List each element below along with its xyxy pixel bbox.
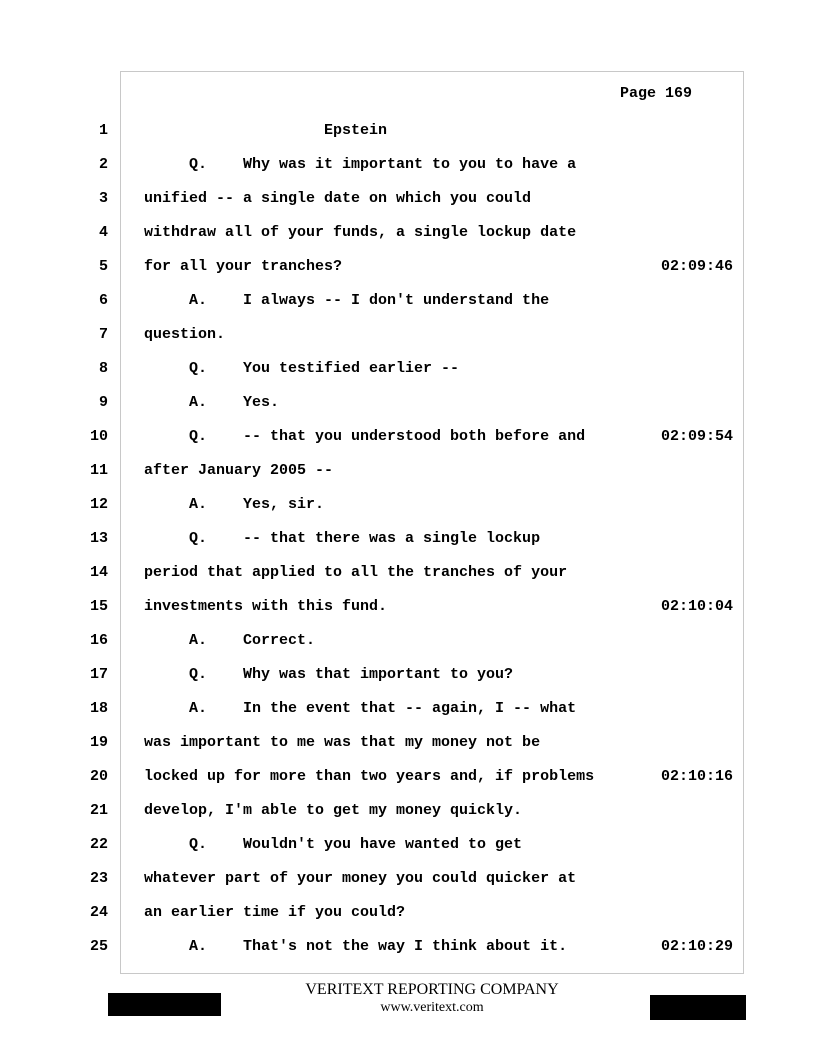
page-number: Page 169: [620, 85, 693, 102]
line-number: 2: [98, 156, 108, 173]
line-text: unified -- a single date on which you could: [144, 190, 532, 207]
line-text: A. In the event that -- again, I -- what: [144, 700, 577, 717]
line-number: 5: [98, 258, 108, 275]
line-number: 18: [89, 700, 108, 717]
transcript-line: [0, 529, 816, 549]
line-number: 21: [89, 802, 108, 819]
transcript-line: [0, 359, 816, 379]
line-number: 3: [98, 190, 108, 207]
transcript-line: [0, 631, 816, 651]
line-text: develop, I'm able to get my money quickly.: [144, 802, 523, 819]
footer-website: www.veritext.com: [380, 1000, 484, 1015]
line-number: 1: [98, 122, 108, 139]
line-text: locked up for more than two years and, if problems: [144, 768, 595, 785]
redaction-block-left: [108, 993, 221, 1016]
line-text: an earlier time if you could?: [144, 904, 406, 921]
timestamp: 02:10:29: [661, 938, 734, 955]
line-number: 17: [89, 666, 108, 683]
transcript-line: [0, 155, 816, 175]
transcript-line: [0, 189, 816, 209]
line-number: 23: [89, 870, 108, 887]
redaction-block-right: [650, 995, 746, 1020]
line-text: A. Correct.: [144, 632, 316, 649]
timestamp: 02:09:54: [661, 428, 734, 445]
footer-company: VERITEXT REPORTING COMPANY: [305, 981, 559, 998]
transcript-line: [0, 665, 816, 685]
line-text: A. Yes, sir.: [144, 496, 325, 513]
line-number: 13: [89, 530, 108, 547]
transcript-line: [0, 121, 816, 141]
line-number: 9: [98, 394, 108, 411]
line-number: 19: [89, 734, 108, 751]
footer: [258, 980, 606, 1017]
timestamp: 02:09:46: [661, 258, 734, 275]
transcript-line: [0, 869, 816, 889]
line-text: period that applied to all the tranches of your: [144, 564, 568, 581]
line-text: Q. Wouldn't you have wanted to get: [144, 836, 523, 853]
line-number: 15: [89, 598, 108, 615]
line-text: for all your tranches?: [144, 258, 343, 275]
transcript-line: [0, 223, 816, 243]
line-text: withdraw all of your funds, a single lockup date: [144, 224, 577, 241]
transcript-line: [0, 801, 816, 821]
line-number: 20: [89, 768, 108, 785]
line-text: A. I always -- I don't understand the: [144, 292, 550, 309]
line-number: 25: [89, 938, 108, 955]
transcript-line: [0, 461, 816, 481]
line-text: Q. Why was it important to you to have a: [144, 156, 577, 173]
line-number: 7: [98, 326, 108, 343]
line-text: whatever part of your money you could quicker at: [144, 870, 577, 887]
transcript-line: [0, 903, 816, 923]
transcript-line: [0, 937, 816, 957]
line-text: Q. Why was that important to you?: [144, 666, 514, 683]
line-number: 10: [89, 428, 108, 445]
transcript-line: [0, 563, 816, 583]
line-number: 12: [89, 496, 108, 513]
line-text: Q. You testified earlier --: [144, 360, 460, 377]
line-number: 6: [98, 292, 108, 309]
transcript-line: [0, 257, 816, 277]
line-text: A. That's not the way I think about it.: [144, 938, 568, 955]
line-text: question.: [144, 326, 226, 343]
transcript-line: [0, 733, 816, 753]
transcript-line: [0, 393, 816, 413]
line-number: 4: [98, 224, 108, 241]
line-text: A. Yes.: [144, 394, 280, 411]
transcript-line: [0, 427, 816, 447]
line-text: Q. -- that there was a single lockup: [144, 530, 541, 547]
transcript-line: [0, 597, 816, 617]
transcript-line: [0, 291, 816, 311]
line-text: investments with this fund.: [144, 598, 388, 615]
line-number: 14: [89, 564, 108, 581]
transcript-line: [0, 699, 816, 719]
transcript-line: [0, 495, 816, 515]
line-number: 24: [89, 904, 108, 921]
transcript-line: [0, 325, 816, 345]
line-text: after January 2005 --: [144, 462, 334, 479]
line-text: was important to me was that my money not be: [144, 734, 541, 751]
line-number: 16: [89, 632, 108, 649]
timestamp: 02:10:16: [661, 768, 734, 785]
line-number: 22: [89, 836, 108, 853]
timestamp: 02:10:04: [661, 598, 734, 615]
transcript-line: [0, 835, 816, 855]
line-number: 8: [98, 360, 108, 377]
transcript-line: [0, 767, 816, 787]
line-text: Q. -- that you understood both before and: [144, 428, 586, 445]
line-text: Epstein: [144, 122, 388, 139]
line-number: 11: [89, 462, 108, 479]
